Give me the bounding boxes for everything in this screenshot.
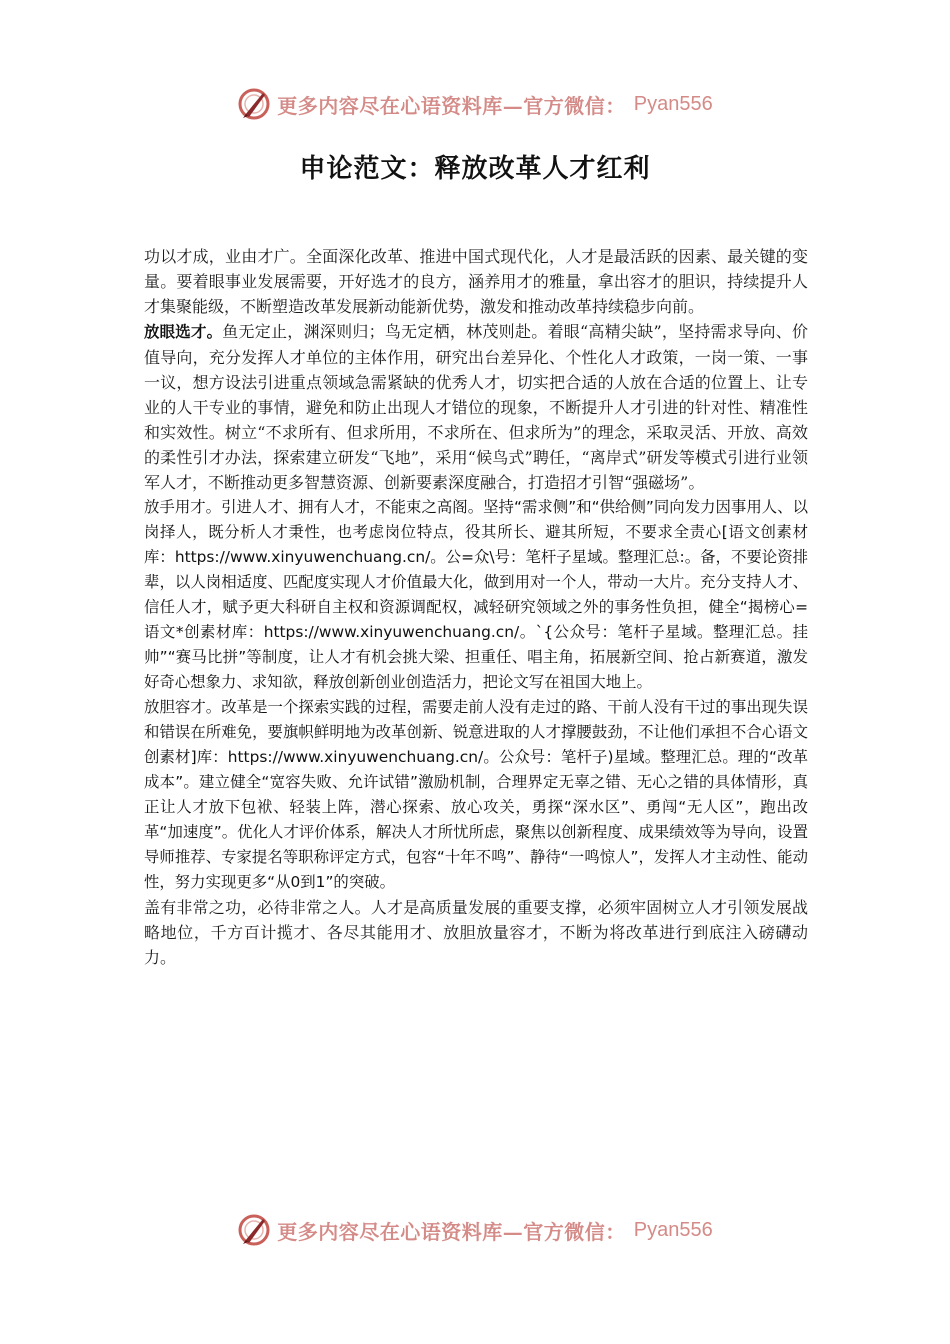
section-select-talent (144, 319, 808, 495)
section-body: 鱼无定止，渊深则归；鸟无定栖，林茂则赴。着眼“高精尖缺”，坚持需求导向、价值导向，充分发挥人才单位的主体作用，研究出台差异化、个性化人才政策，一岗一策、一事一议，想方设法引进重点领域急需紧缺的优秀人才，切实把合适的人放在合适的位置上、让专业的人干专业的事情，避免和防止出现人才错位的现象，不断提升人才引进的针对性、精准性和实效性。树立“不求所有、但求所用，不求所在、但求所为”的理念，采取灵活、开放、高效的柔性引才办法，探索建立研发“飞地”，采用“候鸟式”聘任，“离岸式”研发等模式引进行业领军人才，不断推动更多智慧资源、创新要素深度融合，打造招才引智“强磁场”。 (144, 322, 808, 492)
conclusion-paragraph: 盖有非常之功，必待非常之人。人才是高质量发展的重要支撑，必须牢固树立人才引领发展战略地位，千方百计揽才、各尽其能用才、放胆放量容才，不断为将改革进行到底注入磅礴动力。 (144, 898, 808, 967)
footer-banner (0, 1210, 950, 1250)
section-use-talent: 放手用才。引进人才、拥有人才，不能束之高阁。坚持“需求侧”和“供给侧”同向发力因事用人、以岗择人，既分析人才秉性，也考虑岗位特点，役其所长、避其所短，不要求全责心[语文创素材库：https://www.xinyuwenchuang.cn/。公=众\号：笔杆子星域。整理汇总:。备，不要论资排辈，以人岗相适度、匹配度实现人才价值最大化，做到用对一个人，带动一大片。充分支持人才、信任人才，赋予更大科研自主权和资源调配权，减轻研究领域之外的事务性负担，健全“揭榜心=语文*创素材库：https://www.xinyuwenchuang.cn/。`{公众号：笔杆子星域。整理汇总。挂帅”“赛马比拼”等制度，让人才有机会挑大梁、担重任、唱主角，拓展新空间、抢占新赛道，激发好奇心想象力、求知欲，释放创新创业创造活力，把论文写在祖国大地上。 (144, 498, 808, 691)
banner-text: 更多内容尽在心语资料库—官方微信： (277, 93, 626, 118)
article-body (144, 244, 808, 970)
header-banner (0, 84, 950, 124)
banner-text: 更多内容尽在心语资料库—官方微信： (277, 1219, 626, 1244)
intro-paragraph: 功以才成，业由才广。全面深化改革、推进中国式现代化，人才是最活跃的因素、最关键的变量。要着眼事业发展需要，开好选才的良方，涵养用才的雅量，拿出容才的胆识，持续提升人才集聚能级，不断塑造改革发展新动能新优势，激发和推动改革持续稳步向前。 (144, 247, 808, 316)
wechat-id: Pyan556 (633, 92, 713, 115)
quill-pen-logo-icon (237, 87, 271, 121)
quill-pen-logo-icon (237, 1213, 271, 1247)
section-tolerate-talent: 放胆容才。改革是一个探索实践的过程，需要走前人没有走过的路、干前人没有干过的事出现失误和错误在所难免，要旗帜鲜明地为改革创新、锐意进取的人才撑腰鼓劲，不让他们承担不合心语文创素材]库：https://www.xinyuwenchuang.cn/。公众号：笔杆子)星域。整理汇总。理的“改革成本”。建立健全“宽容失败、允许试错”激励机制，合理界定无辜之错、无心之错的具体情形，真正让人才放下包袱、轻装上阵，潜心探索、放心攻关，勇探“深水区”、勇闯“无人区”，跑出改革“加速度”。优化人才评价体系，解决人才所忧所虑，聚焦以创新程度、成果绩效等为导向，设置导师推荐、专家提名等职称评定方式，包容“十年不鸣”、静待“一鸣惊人”，发挥人才主动性、能动性，努力实现更多“从0到1”的突破。 (144, 698, 808, 891)
wechat-id: Pyan556 (633, 1218, 713, 1241)
page-title: 申论范文：释放改革人才红利 (299, 154, 651, 184)
section-lead: 放眼选才。 (144, 323, 223, 341)
